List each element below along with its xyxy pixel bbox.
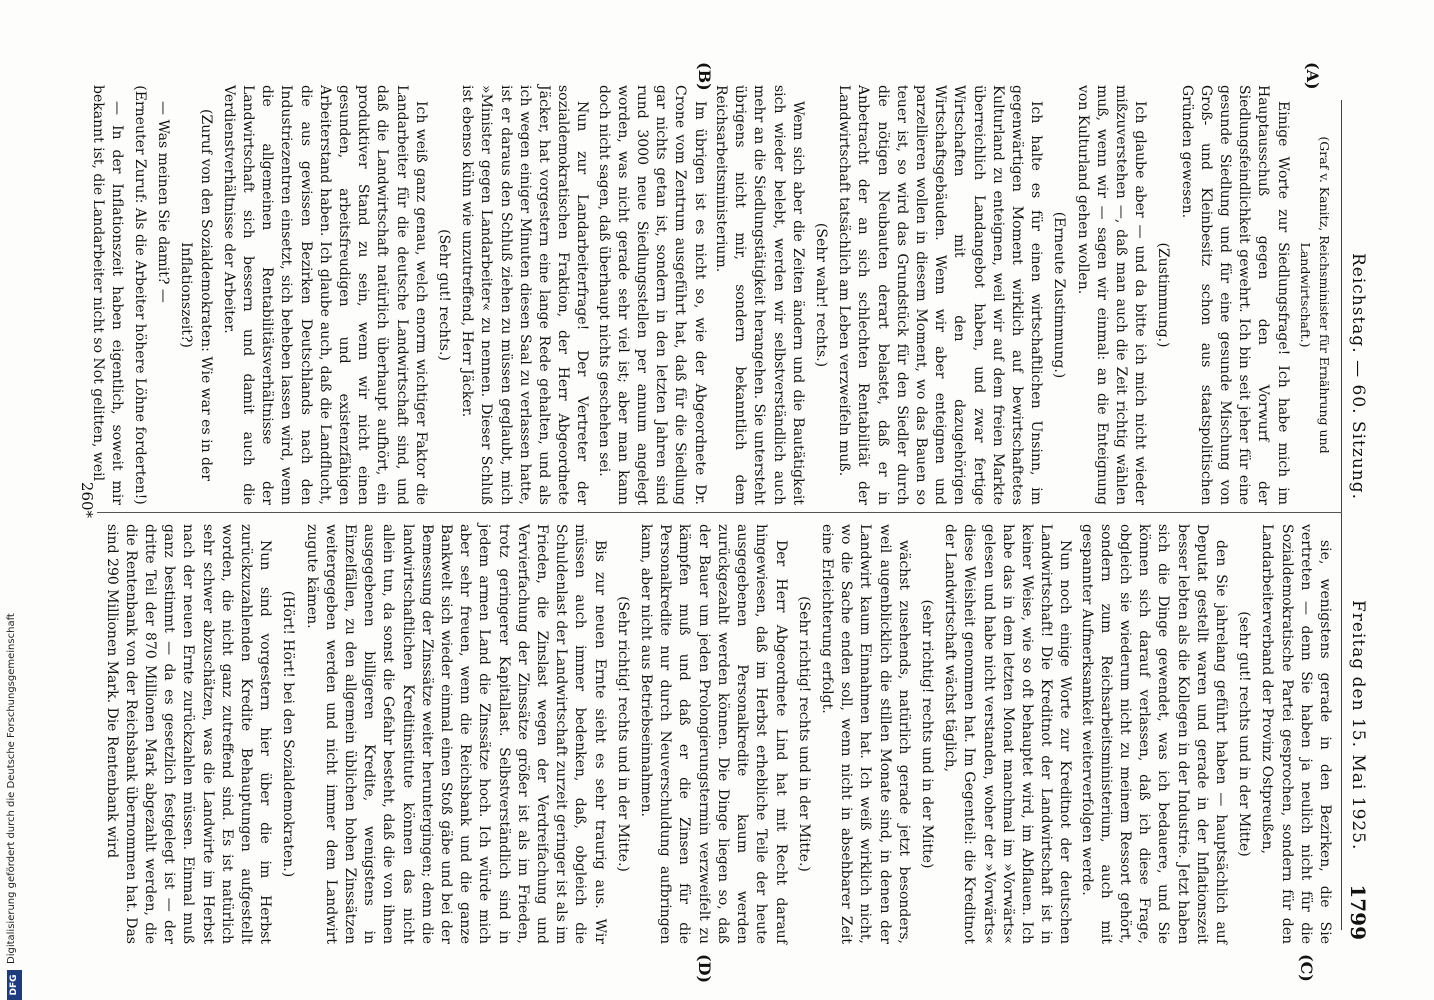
interjection: (Sehr richtig! rechts und in der Mitte.) <box>795 596 812 872</box>
paragraph: wächst zusehends, natürlich gerade jetzt besonders, weil augenblicklich die stillen Monate sind, in denen der Landwirt kaum Einnahmen hat. Ich weiß wirklich nicht, wo die Sache enden soll, wenn nicht in absehbarer Zeit eine Erleichterung erfolgt. <box>818 524 912 944</box>
margin-mark-d: (D) <box>695 954 714 984</box>
margin-mark-c: (C) <box>1297 954 1316 982</box>
page-header <box>1340 60 1374 940</box>
digitization-credit <box>0 0 24 1000</box>
header-date: Freitag den 15. Mai 1925. <box>1348 600 1368 851</box>
interjection: (Erneuter Zuruf: Als die Arbeiter höhere Löhne forderten!) <box>132 85 149 505</box>
paragraph: Nun noch einige Worte zur Kreditnot der deutschen Landwirtschaft! Die Kreditnot der Landwirtschaft ist in keiner Weise, wie so oft behauptet wird, im Abflauen. Ich habe das in dem letzten Monat manchmal im »Vorwärts« gelesen und habe nicht verstanden, woher der »Vorwärts« diese Weisheit genommen hat. Im Gegenteil: die Kreditnot der Landwirtschaft wächst täglich, <box>942 524 1074 944</box>
paragraph: — Was meinen Sie damit? — <box>155 101 172 303</box>
paragraph: Der Herr Abgeordnete Lind hat mit Recht darauf hingewiesen, daß im Herbst erhebliche Teile der heute ausgegebenen Personalkredite kaum werden zurückgezahlt werden können. Die Dinge liegen so, daß der Bauer um jeden Prolongierungstermin verzweifelt zu kämpfen muß und daß er die Zinsen für die Personalkredite nur durch Neuverschuldung aufbringen kann, aber nicht aus Betriebseinnahmen. <box>638 524 789 944</box>
dfg-logo: DFG <box>7 970 22 1000</box>
paragraph: — In der Inflationszeit haben eigentlich, soweit mir bekannt ist, die Landarbeiter nicht so Not gelitten, weil <box>89 85 125 505</box>
interjection: (Hört! Hört! bei den Sozialdemokraten.) <box>280 590 297 878</box>
header-session-title: Reichstag. — 60. Sitzung. <box>1348 252 1368 500</box>
paragraph: Nun zur Landarbeiterfrage! Der Vertreter der sozialdemokratischen Fraktion, der Herr Abgeordnete Jäcker, hat vorgestern eine lange Rede gehalten, und als ich wegen einiger Minuten diesen Saal zu verlassen hatte, ist er daraus den Schluß ziehen zu müssen geglaubt, mich »Minister gegen Landarbeiter« zu nennen. Dieser Schluß ist ebenso kühn wie unzutreffend, Herr Jäcker. <box>459 85 591 505</box>
right-column <box>99 524 1334 944</box>
interjection: (Zustimmung.) <box>1155 242 1172 348</box>
header-rule <box>1341 100 1342 930</box>
interjection: (Erneute Zustimmung.) <box>1051 211 1068 379</box>
left-column <box>85 85 1334 505</box>
paragraph: Wenn sich aber die Zeiten ändern und die Bautätigkeit sich wieder belebt, werden wir selbstverständlich auch mehr an die Siedlungstätigkeit herangehen. Sie untersteht übrigens nicht mir, sondern bekanntlich dem Reichsarbeitsministerium. <box>712 85 806 505</box>
interjection: (sehr gut! rechts und in der Mitte) <box>1236 611 1253 857</box>
interjection: (sehr richtig! rechts und in der Mitte) <box>918 599 935 869</box>
paragraph: Bis zur neuen Ernte sieht es sehr traurig aus. Wir müssen auch immer bedenken, daß, obgleich die Schuldenlast der Landwirtschaft zurzeit geringer ist als im Frieden, die Zinslast wegen der Verdreifachung und Vervierfachung der Zinssätze größer ist als im Frieden, trotz geringerer Kapitallast. Selbstverständlich sind in jedem armen Land die Zinssätze hoch. Ich würde mich aber sehr freuen, wenn die Reichsbank und die ganze Bankwelt sich wieder einmal einen Stoß gäbe und bei der Bemessung der Zinssätze weiter heruntergingen; denn die landwirtschaftlichen Kreditinstitute können das nicht allein tun, da sonst die Gefahr besteht, daß die von ihnen ausgegebenen billigeren Kredite, wenigstens in Einzelfällen, zu den allgemein üblichen hohen Zinssätzen weitergegeben werden und nicht immer dem Landwirt zugute kämen. <box>303 524 608 944</box>
paragraph: Ich halte es für einen wirtschaftlichen Unsinn, im gegenwärtigen Moment wirklich auf bewirtschaftetes Kulturland zu enteignen, weil wir auf dem freien Markte überreichlich Landangebot haben, und zwar fertige Wirtschaften mit den dazugehörigen Wirtschaftsgebäuden. Wenn wir aber enteignen und parzellieren wollen in diesem Moment, wo das Bauen so teuer ist, so wird das Grundstück für den Siedler durch die nötigen Neubauten derart belastet, daß er in Anbetracht der an sich schlechten Rentabilität der Landwirtschaft tatsächlich am Leben verzweifeln muß. <box>836 85 1045 505</box>
interjection: (Zuruf von den Sozialdemokraten: Wie war es in der Inflationszeit?) <box>178 109 214 481</box>
interjection: (Sehr richtig! rechts und in der Mitte.) <box>614 596 631 872</box>
paragraph: Im übrigen ist es nicht so, wie der Abgeordnete Dr. Crone vom Zentrum ausgeführt hat, daß für die Siedlung gar nichts getan ist, sondern in den letzten Jahren sind rund 3000 neue Siedlungsstellen per annum angelegt worden, was nicht gerade sehr viel ist; aber man kann doch nicht sagen, daß überhaupt nichts geschehen sei. <box>595 85 708 505</box>
paragraph: den Sie jahrelang geführt haben — hauptsächlich auf Deputat gestellt waren und gerade in der Inflationszeit besser lebten als die Kollegen in der Industrie. Jetzt haben sich die Dinge gewendet, was ich bedauere, und Sie können sich darauf verlassen, daß ich diese Frage, obgleich sie wiederum nicht zu meinem Ressort gehört, sondern zum Reichsarbeitsministerium, auch mit gespannter Aufmerksamkeit weiterverfolgen werde. <box>1078 524 1229 944</box>
page-number: 1799 <box>1346 884 1370 940</box>
paragraph: Ich weiß ganz genau, welch enorm wichtiger Faktor die Landarbeiter für die deutsche Landwirtschaft sind, und daß die Landwirtschaft natürlich überhaupt aufhört, ein produktiver Stand zu sein, wenn wir nicht einen gesunden, arbeitsfreudigen und existenzfähigen Arbeiterstand haben. Ich glaube auch, daß die Landflucht, die aus gewissen Bezirken Deutschlands nach den Industriezentren einsetzt, sich beheben lassen wird, wenn die allgemeinen Rentabilitätsverhältnisse der Landwirtschaft sich bessern und damit auch die Verdienstverhältnisse der Arbeiter. <box>220 85 429 505</box>
margin-mark-a: (A) <box>1303 62 1322 90</box>
interjection: (Graf v. Kanitz, Reichsminister für Ernährung und Landwirtschaft.) <box>1297 136 1332 454</box>
margin-mark-b: (B) <box>695 62 714 91</box>
paragraph: Nun sind vorgestern hier über die im Herbst zurückzuzahlenden Kredite Behauptungen aufgestellt worden, die nicht ganz zutreffend sind. Es ist natürlich sehr schwer abzuschätzen, was die Landwirte im Herbst nach der neuen Ernte zurückzahlen müssen. Einmal muß ganz bestimmt — da es gesetzlich festgelegt ist — der dritte Teil der 870 Millionen Mark abgezahlt werden, die die Rentenbank von der Reichsbank übernommen hat. Das sind 290 Millionen Mark. Die Rentenbank wird <box>103 524 274 944</box>
paragraph: Ich glaube aber — und da bitte ich mich nicht wieder mißzuverstehen —, daß man auch die Zeit richtig wählen muß, wenn wir — sagen wir einmal: an die Enteignung von Kulturland gehen wollen. <box>1074 85 1149 505</box>
page-footer-signature: 260* <box>78 481 96 519</box>
column-divider <box>97 512 1342 513</box>
paragraph: Einige Worte zur Siedlungsfrage! Ich habe mich im Hauptausschuß gegen den Vorwurf der Siedlungsfeindlichkeit gewehrt. Ich bin seit jeher für eine gesunde Siedlung und für eine gesunde Mischung von Groß- und Kleinbesitz schon aus staatspolitischen Gründen gewesen. <box>1178 85 1291 505</box>
interjection: (Sehr wahr! rechts.) <box>812 222 829 368</box>
interjection: (Sehr gut! rechts.) <box>436 229 453 361</box>
paragraph: sie, wenigstens gerade in den Bezirken, die Sie vertreten — denn Sie haben ja neulich nicht für die Sozialdemokratische Partei gesprochen, sondern für den Landarbeiterverband der Provinz Ostpreußen, <box>1259 524 1333 944</box>
credit-text: Digitalisierung gefördert durch die Deutsche Forschungsgemeinschaft <box>6 613 17 964</box>
